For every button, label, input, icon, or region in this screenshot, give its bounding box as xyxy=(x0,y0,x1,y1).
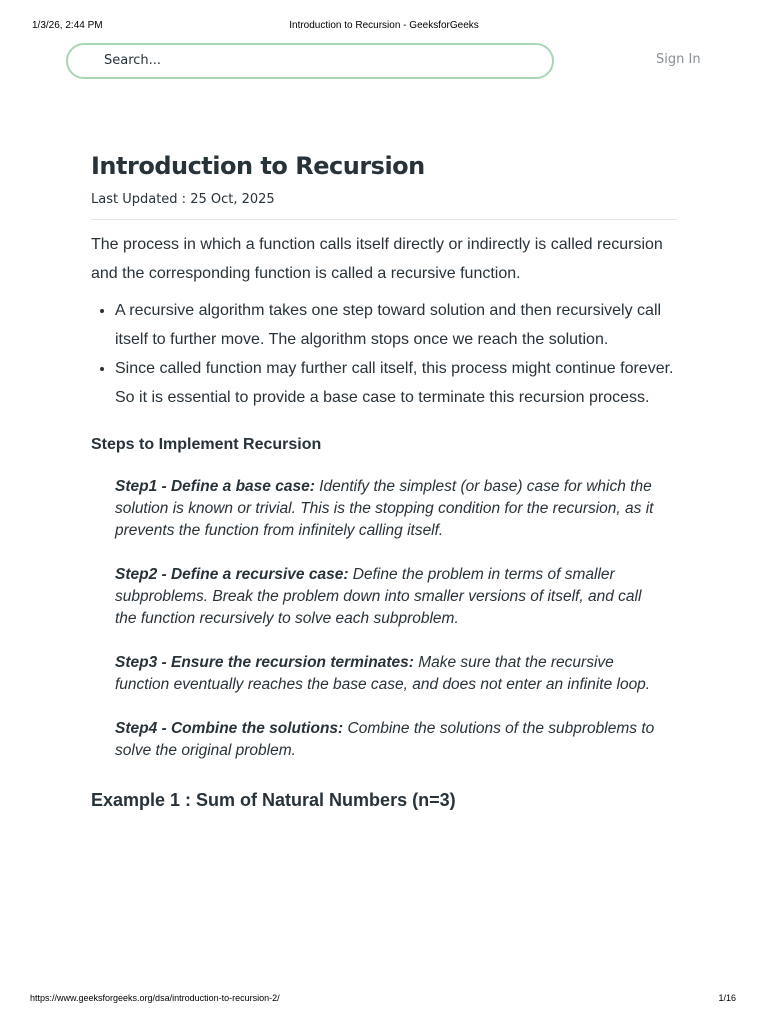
step-item xyxy=(115,652,655,696)
print-header-datetime: 1/3/26, 2:44 PM xyxy=(32,20,103,31)
print-footer-page: 1/16 xyxy=(718,993,736,1003)
article-content xyxy=(91,150,679,811)
list-item: • A recursive algorithm takes one step toward solution and then recursively call itself to further move. The algorithm stops once we reach the solution. xyxy=(115,296,679,354)
step-item xyxy=(115,564,655,630)
step-title: Step1 - Define a base case: xyxy=(115,478,315,495)
steps-list xyxy=(91,476,655,762)
step-text: Define the problem in terms of smaller subproblems. Break the problem down into smaller versions of itself, and call the function recursively to solve each subproblem. xyxy=(115,566,642,627)
divider xyxy=(91,219,677,220)
print-footer-url: https://www.geeksforgeeks.org/dsa/introduction-to-recursion-2/ xyxy=(30,993,280,1003)
step-text: Identify the simplest (or base) case for which the solution is known or trivial. This is the stopping condition for the recursion, as it prevents the function from infinitely calling itself. xyxy=(115,478,654,539)
search-placeholder: Search... xyxy=(104,53,162,68)
list-item: • Since called function may further call itself, this process might continue forever. So it is essential to provide a base case to terminate this recursion process. xyxy=(115,354,679,412)
step-text: Make sure that the recursive function eventually reaches the base case, and does not enter an infinite loop. xyxy=(115,654,651,693)
step-title: Step2 - Define a recursive case: xyxy=(115,566,349,583)
bullet-list xyxy=(91,296,679,412)
step-title: Step4 - Combine the solutions: xyxy=(115,720,344,737)
page-title: Introduction to Recursion xyxy=(91,152,425,180)
print-header-title: Introduction to Recursion - GeeksforGeeks xyxy=(289,20,479,31)
steps-heading: Steps to Implement Recursion xyxy=(91,436,322,453)
last-updated: Last Updated : 25 Oct, 2025 xyxy=(91,192,275,207)
step-text: Combine the solutions of the subproblems to solve the original problem. xyxy=(115,720,655,759)
sign-in-link[interactable]: Sign In xyxy=(656,52,701,67)
example-heading: Example 1 : Sum of Natural Numbers (n=3) xyxy=(91,790,456,810)
search-input[interactable] xyxy=(66,43,554,79)
step-item xyxy=(115,476,655,542)
step-item xyxy=(115,718,655,762)
intro-paragraph: The process in which a function calls itself directly or indirectly is called recursion and the corresponding function is called a recursive function. xyxy=(91,236,663,282)
step-title: Step3 - Ensure the recursion terminates: xyxy=(115,654,414,671)
